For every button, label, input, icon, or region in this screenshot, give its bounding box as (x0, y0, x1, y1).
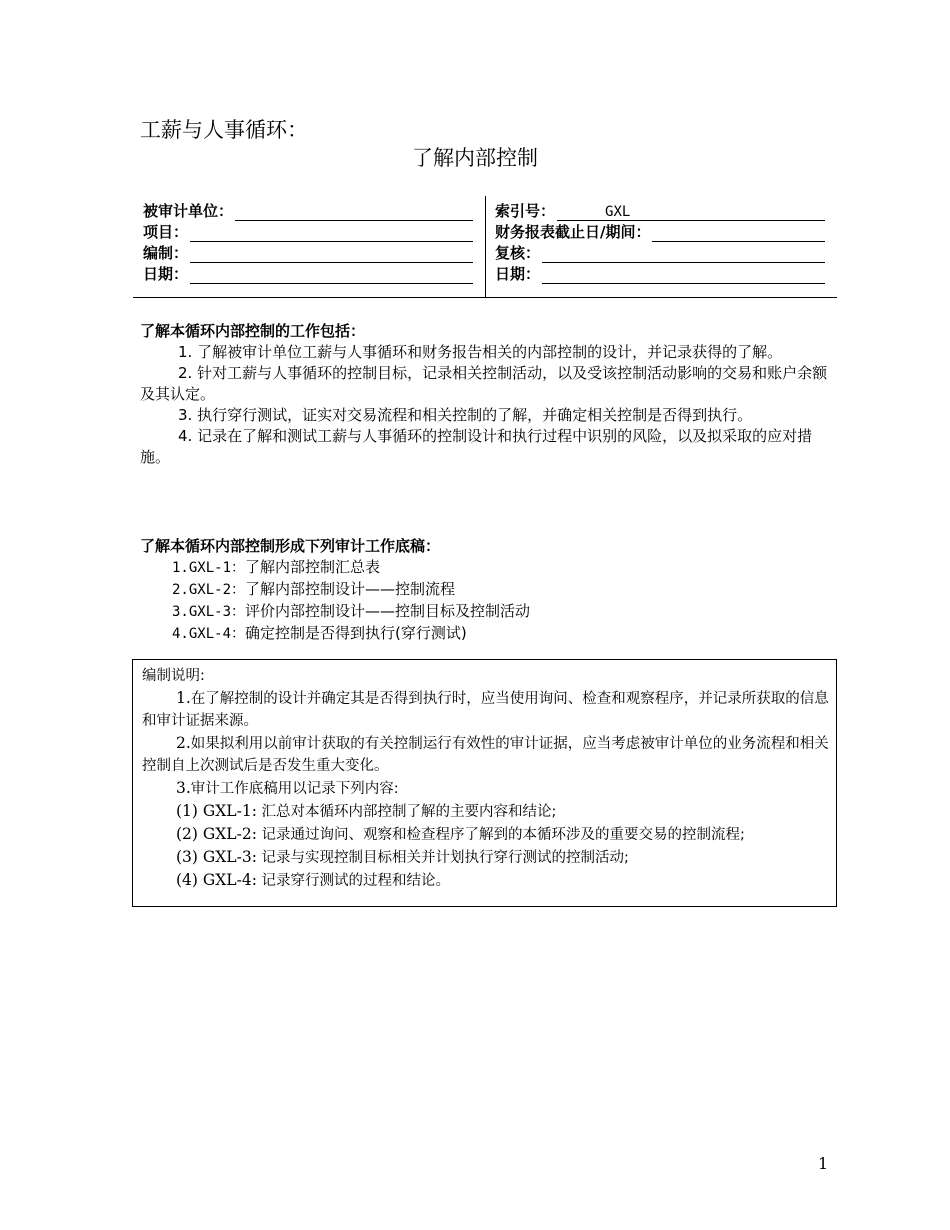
header-info-block (133, 196, 837, 298)
working-paper-title: 确定控制是否得到执行(穿行测试) (245, 624, 467, 642)
note-prefix: 1. (176, 689, 191, 707)
header-field-reviewed-by (495, 242, 825, 263)
header-field-date (143, 263, 473, 284)
note-item (142, 777, 836, 800)
note-text: 审计工作底稿用以记录下列内容: (190, 781, 399, 797)
working-paper-item (140, 557, 840, 579)
preparation-notes-box (132, 659, 837, 907)
cycle-title: 工薪与人事循环： (140, 118, 308, 142)
document-title: 了解内部控制 (412, 146, 538, 170)
field-label: 索引号： (495, 202, 556, 220)
field-value-line (652, 225, 825, 242)
note-prefix: 3. (176, 779, 191, 797)
field-label: 复核： (495, 244, 541, 262)
header-left-column (143, 200, 473, 284)
note-prefix: (1) GXL-1: (176, 802, 257, 820)
note-prefix: (3) GXL-3: (176, 848, 257, 866)
working-paper-title: 了解内部控制汇总表 (245, 558, 381, 576)
note-text: 在了解控制的设计并确定其是否得到执行时，应当使用询问、检查和观察程序，并记录所获取的信息和审计证据来源。 (142, 691, 829, 729)
header-field-prepared-by (143, 242, 473, 263)
note-text: 如果拟利用以前审计获取的有关控制运行有效性的审计证据，应当考虑被审计单位的业务流程和相关控制自上次测试后是否发生重大变化。 (142, 736, 829, 774)
field-value-line (190, 267, 473, 284)
note-prefix: (2) GXL-2: (176, 825, 257, 843)
header-divider (485, 196, 486, 297)
field-label: 被审计单位： (143, 202, 234, 220)
working-papers-section (140, 535, 840, 645)
note-item (142, 732, 836, 777)
work-item: 3. 执行穿行测试，证实对交易流程和相关控制的了解，并确定相关控制是否得到执行。 (178, 406, 753, 424)
work-item: 1. 了解被审计单位工薪与人事循环和财务报告相关的内部控制的设计，并记录获得的了解。 (178, 343, 783, 361)
note-item (142, 800, 836, 823)
header-field-review-date (495, 263, 825, 284)
working-paper-code: 2.GXL-2： (172, 582, 246, 598)
note-text: 记录穿行测试的过程和结论。 (256, 873, 451, 889)
field-value-line (235, 204, 473, 221)
working-paper-item (140, 623, 840, 645)
header-field-project (143, 221, 473, 242)
working-papers-heading: 了解本循环内部控制形成下列审计工作底稿： (140, 537, 441, 555)
field-value-line (190, 225, 473, 242)
header-field-period-end (495, 221, 825, 242)
note-prefix: 2. (176, 734, 191, 752)
notes-heading: 编制说明: (142, 668, 205, 684)
field-value-line (542, 267, 825, 284)
work-scope-section (140, 321, 840, 468)
field-label: 日期： (495, 265, 541, 283)
note-text: 记录与实现控制目标相关并计划执行穿行测试的控制活动; (256, 850, 629, 866)
working-paper-title: 评价内部控制设计——控制目标及控制活动 (245, 602, 531, 620)
note-text: 汇总对本循环内部控制了解的主要内容和结论; (256, 804, 557, 820)
working-paper-item (140, 601, 840, 623)
page-number: 1 (818, 1154, 829, 1173)
work-item: 2. 针对工薪与人事循环的控制目标，记录相关控制活动，以及受该控制活动影响的交易和账户余额及其认定。 (140, 364, 828, 403)
note-item (142, 846, 836, 869)
field-label: 项目： (143, 223, 189, 241)
field-value-line (190, 246, 473, 263)
working-paper-code: 3.GXL-3： (172, 604, 246, 620)
working-paper-item (140, 579, 840, 601)
header-field-audited-entity (143, 200, 473, 221)
field-label: 财务报表截止日/期间： (495, 223, 651, 241)
note-prefix: (4) GXL-4: (176, 871, 257, 889)
work-scope-heading: 了解本循环内部控制的工作包括： (140, 322, 366, 340)
header-field-index-number (495, 200, 825, 221)
note-item (142, 823, 836, 846)
header-right-column (495, 200, 825, 284)
note-item (142, 869, 836, 892)
note-item (142, 687, 836, 732)
working-paper-title: 了解内部控制设计——控制流程 (245, 580, 456, 598)
working-paper-code: 4.GXL-4： (172, 626, 246, 642)
field-label: 编制： (143, 244, 189, 262)
work-item: 4. 记录在了解和测试工薪与人事循环的控制设计和执行过程中识别的风险，以及拟采取的应对措施。 (140, 427, 813, 466)
field-label: 日期： (143, 265, 189, 283)
field-value-line: GXL (557, 204, 825, 221)
working-paper-code: 1.GXL-1： (172, 560, 246, 576)
field-value-line (542, 246, 825, 263)
note-text: 记录通过询问、观察和检查程序了解到的本循环涉及的重要交易的控制流程; (256, 827, 745, 843)
